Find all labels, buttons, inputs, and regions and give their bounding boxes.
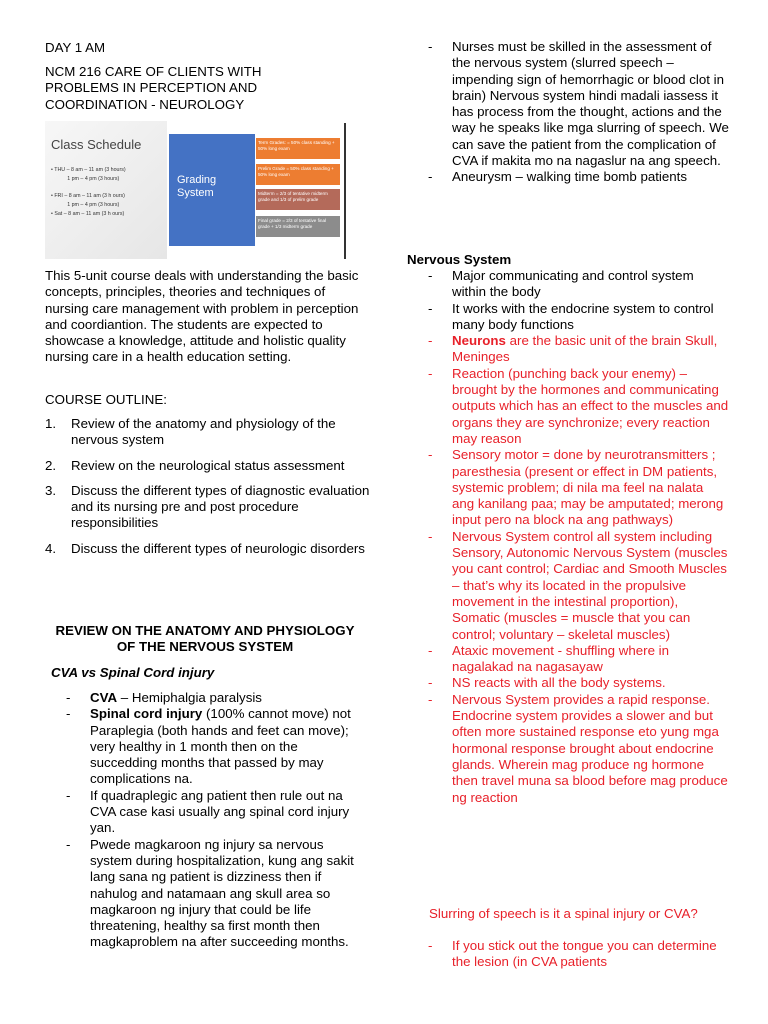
item-text: Aneurysm – walking time bomb patients bbox=[452, 169, 688, 185]
list-item bbox=[45, 690, 365, 706]
dash-bullet: - bbox=[428, 300, 433, 316]
question-text: Slurring of speech is it a spinal injury or CVA? bbox=[429, 906, 698, 921]
item-text: – Hemiphalgia paralysis bbox=[117, 690, 262, 705]
slide-schedule-line: • THU – 8 am – 11 am (3 hours) bbox=[51, 167, 126, 173]
item-text: It works with the endocrine system to control many body functions bbox=[452, 300, 714, 332]
outline-item bbox=[45, 483, 370, 532]
list-item bbox=[407, 366, 729, 447]
dash-bullet: - bbox=[66, 690, 71, 705]
course-outline-heading: COURSE OUTLINE: bbox=[45, 392, 167, 407]
outline-number: 4. bbox=[45, 540, 57, 556]
nervous-system-list bbox=[407, 268, 729, 806]
course-outline-list bbox=[45, 416, 370, 566]
grading-box: Term Grades: = 50% class standing + 50% long exam bbox=[256, 138, 340, 159]
outline-number: 2. bbox=[45, 457, 57, 473]
class-schedule-panel bbox=[45, 121, 167, 259]
item-text: are the basic unit of the brain Skull, Meninges bbox=[452, 333, 718, 365]
item-text: Ataxic movement - shuffling where in nagalakad na nagasayaw bbox=[452, 642, 670, 675]
outline-text: Review on the neurological status assessment bbox=[71, 457, 345, 473]
item-text: Nervous System provides a rapid response. Endocrine system provides a slower and but often more sustained response eto yung mga hormonal response brought about endocrine glands. Wherein mag produce ng hormone then travel muna sa blood before mag produce ng reaction bbox=[452, 691, 728, 805]
dash-bullet: - bbox=[428, 169, 433, 185]
item-text: Reaction (punching back your enemy) – brought by the hormones and communicating outputs which has an effect to the muscles and organs they are synchronize; every reaction may reason bbox=[452, 365, 729, 446]
outline-item bbox=[45, 458, 370, 474]
slide-schedule-line: 1 pm – 4 pm (3 hours) bbox=[51, 176, 120, 182]
dash-bullet: - bbox=[66, 787, 71, 803]
list-item bbox=[45, 706, 365, 787]
outline-text: Discuss the different types of diagnostic evaluation and its nursing pre and post procedure responsibilities bbox=[71, 482, 370, 531]
outline-item bbox=[45, 541, 370, 557]
item-text: Major communicating and control system within the body bbox=[452, 268, 694, 300]
cva-list bbox=[45, 690, 365, 951]
dash-bullet: - bbox=[428, 268, 433, 283]
outline-item bbox=[45, 416, 370, 449]
outline-text: Review of the anatomy and physiology of the nervous system bbox=[71, 416, 336, 448]
list-item bbox=[407, 692, 729, 806]
class-schedule-slide-image bbox=[45, 121, 348, 259]
item-text: Nervous System control all system including Sensory, Autonomic Nervous System (muscles you cant control; Cardiac and Smooth Muscles – that’s why its located in the propulsive movement in the intestinal proportion), Somatic (muscles = muscle that you can control; voluntary – skeletal muscles) bbox=[452, 528, 728, 642]
list-item bbox=[407, 447, 729, 528]
list-item bbox=[407, 301, 729, 334]
assessment-list bbox=[407, 39, 729, 186]
slide-title: Class Schedule bbox=[51, 137, 142, 152]
dash-bullet: - bbox=[428, 642, 433, 658]
list-item bbox=[407, 169, 729, 185]
grading-system-panel bbox=[169, 134, 255, 246]
dash-bullet: - bbox=[428, 333, 433, 349]
grading-box: Final grade = 2/3 of tentative final grade + 1/3 midterm grade bbox=[256, 216, 340, 237]
dash-bullet: - bbox=[66, 706, 71, 722]
dash-bullet: - bbox=[66, 836, 71, 852]
course-title-line: NCM 216 CARE OF CLIENTS WITH bbox=[45, 64, 262, 79]
slide-schedule-line: • Sat – 8 am – 11 am (3 h ours) bbox=[51, 211, 125, 217]
list-item bbox=[407, 333, 729, 366]
question-answer-list bbox=[407, 938, 729, 971]
course-title-line: COORDINATION - NEUROLOGY bbox=[45, 96, 245, 112]
list-item bbox=[407, 643, 729, 676]
outline-text: Discuss the different types of neurologic disorders bbox=[71, 540, 365, 556]
dash-bullet: - bbox=[428, 528, 433, 544]
item-bold: CVA bbox=[90, 690, 118, 705]
item-text: If you stick out the tongue you can determine the lesion (in CVA patients bbox=[452, 938, 717, 970]
item-text: Sensory motor = done by neurotransmitters ; paresthesia (present or effect in DM patients, systemic problem; di nila ma feel na nalata ang kanilang paa; may be amputated; merong input pero na block na ang pathways) bbox=[452, 447, 724, 528]
grading-box: Prelim Grade = 50% class standing + 50% long exam bbox=[256, 164, 340, 185]
grading-box: Midterm = 2/3 of tentative midterm grade and 1/3 of prelim grade bbox=[256, 189, 340, 210]
dash-bullet: - bbox=[428, 447, 433, 463]
list-item bbox=[407, 39, 729, 169]
dash-bullet: - bbox=[428, 675, 433, 691]
review-heading: REVIEW ON THE ANATOMY AND PHYSIOLOGY OF THE NERVOUS SYSTEM bbox=[55, 623, 355, 655]
slide-schedule-line: • FRI – 8 am – 11 am (3 h ours) bbox=[51, 193, 125, 199]
list-item bbox=[407, 675, 729, 691]
item-text: If quadraplegic ang patient then rule out na CVA case kasi usually ang spinal cord injury yan. bbox=[90, 787, 350, 836]
list-item bbox=[407, 268, 729, 301]
dash-bullet: - bbox=[428, 39, 433, 54]
outline-number: 1. bbox=[45, 416, 57, 431]
day-label: DAY 1 AM bbox=[45, 40, 106, 55]
item-bold: Neurons bbox=[452, 333, 506, 349]
dash-bullet: - bbox=[428, 365, 433, 381]
grading-system-title: Grading System bbox=[177, 174, 217, 199]
item-text: (100% cannot move) not Paraplegia (both hands and feet can move); very healthy in 1 month then on the succedding months that passed by may complications na. bbox=[90, 706, 351, 787]
slide-divider bbox=[344, 123, 346, 259]
list-item bbox=[45, 837, 365, 951]
item-bold: Spinal cord injury bbox=[90, 706, 203, 722]
course-description: This 5-unit course deals with understanding the basic concepts, principles, theories and techniques of nursing care management with problem in perception and coordiantion. The students are expected to showcase a knowledge, attitude and holistic quality nursing care in a health education setting. bbox=[45, 268, 359, 365]
dash-bullet: - bbox=[428, 938, 433, 953]
outline-number: 3. bbox=[45, 482, 57, 498]
list-item bbox=[407, 938, 729, 971]
list-item bbox=[407, 529, 729, 643]
list-item bbox=[45, 788, 365, 837]
item-text: Nurses must be skilled in the assessment of the nervous system (slurred speech – impending sign of hemorrhagic or blood clot in brain) Nervous system hindi madali iassess it has process from the thought, actions and the way he speaks like mga slurring of speech. We can save the patient from the complication of CVA if makita mo na nagaslur na ang speech. bbox=[452, 39, 729, 169]
course-title bbox=[45, 64, 365, 113]
nervous-system-heading: Nervous System bbox=[407, 252, 512, 267]
course-title-line: PROBLEMS IN PERCEPTION AND bbox=[45, 80, 258, 96]
dash-bullet: - bbox=[428, 691, 433, 707]
item-text: Pwede magkaroon ng injury sa nervous system during hospitalization, kung ang sakit lang sana ng patient is dizziness then if nahulog and natamaan ang skull area so magkaroon ng injury that could be life threatening, healthy sa first month then magkaproblem na after succeeding months. bbox=[90, 836, 354, 950]
slide-schedule-line: 1 pm – 4 pm (3 hours) bbox=[51, 202, 120, 208]
cva-heading: CVA vs Spinal Cord injury bbox=[51, 665, 215, 680]
item-text: NS reacts with all the body systems. bbox=[452, 675, 666, 691]
